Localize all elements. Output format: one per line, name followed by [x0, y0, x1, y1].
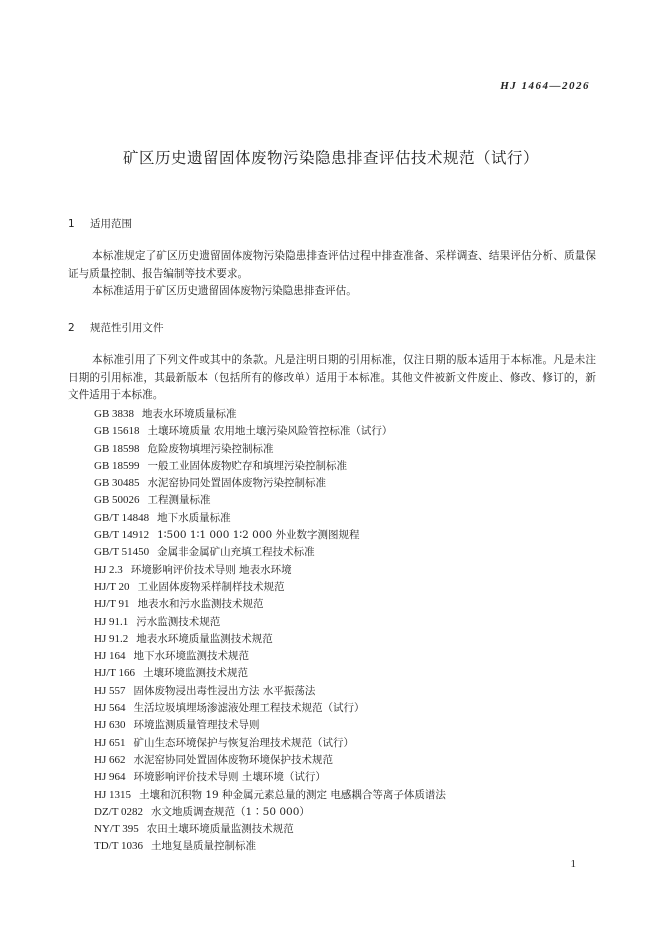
reference-code: GB/T 51450 [94, 546, 150, 559]
reference-name: 水文地质调查规范（1∶50 000） [151, 805, 310, 818]
reference-name: 地表水环境质量监测技术规范 [136, 632, 273, 645]
section-1-number: 1 [68, 218, 75, 230]
section-1-paragraph-2: 本标准适用于矿区历史遗留固体废物污染隐患排查评估。 [92, 285, 357, 297]
section-1-paragraph-1: 本标准规定了矿区历史遗留固体废物污染隐患排查评估过程中排查准备、采样调查、结果评估分析、质量保证与质量控制、报告编制等技术要求。 [68, 250, 596, 280]
reference-code: HJ 557 [94, 684, 126, 697]
reference-code: GB 50026 [94, 494, 140, 507]
reference-code: GB 18598 [94, 442, 140, 455]
reference-code: GB/T 14848 [94, 511, 150, 524]
section-2-heading [68, 320, 164, 335]
reference-code: HJ 651 [94, 736, 126, 749]
reference-name: 矿山生态环境保护与恢复治理技术规范（试行） [133, 736, 354, 749]
reference-code: HJ 630 [94, 719, 126, 732]
reference-code: NY/T 395 [94, 823, 139, 836]
reference-code: GB 30485 [94, 477, 140, 490]
section-1-heading [68, 216, 132, 231]
reference-item [94, 562, 446, 579]
reference-name: 地表水和污水监测技术规范 [137, 598, 264, 611]
reference-item [94, 527, 446, 544]
section-1-title: 适用范围 [90, 218, 132, 230]
reference-name: 工程测量标准 [147, 494, 211, 507]
reference-item [94, 752, 446, 769]
reference-name: 危险废物填埋污染控制标准 [147, 442, 274, 455]
reference-name: 环境影响评价技术导则 地表水环境 [130, 563, 292, 576]
reference-name: 地下水质量标准 [157, 511, 231, 524]
reference-name: 固体废物浸出毒性浸出方法 水平振荡法 [133, 684, 316, 697]
reference-item [94, 631, 446, 648]
reference-code: HJ/T 166 [94, 667, 136, 680]
reference-item [94, 423, 446, 440]
reference-name: 水泥窑协同处置固体废物环境保护技术规范 [133, 753, 333, 766]
reference-code: DZ/T 0282 [94, 805, 143, 818]
reference-item [94, 821, 446, 838]
reference-name: 土壤环境质量 农用地土壤污染风险管控标准（试行） [147, 425, 393, 438]
reference-item [94, 492, 446, 509]
reference-name: 农田土壤环境质量监测技术规范 [146, 823, 294, 836]
reference-name: 生活垃圾填埋场渗滤液处理工程技术规范（试行） [133, 702, 365, 715]
reference-name: 土壤和沉积物 19 种金属元素总量的测定 电感耦合等离子体质谱法 [138, 788, 446, 801]
reference-list [94, 406, 446, 856]
reference-name: 地表水环境质量标准 [142, 408, 237, 420]
reference-item [94, 735, 446, 752]
reference-item [94, 700, 446, 717]
reference-code: HJ/T 91 [94, 598, 130, 611]
reference-name: 工业固体废物采样制样技术规范 [137, 580, 285, 593]
reference-name: 土地复垦质量控制标准 [151, 840, 256, 853]
reference-name: 环境影响评价技术导则 土壤环境（试行） [133, 771, 326, 784]
reference-name: 金属非金属矿山充填工程技术标准 [157, 546, 315, 559]
reference-item [94, 648, 446, 665]
reference-item [94, 544, 446, 561]
reference-item [94, 787, 446, 804]
reference-name: 污水监测技术规范 [136, 615, 221, 628]
reference-code: HJ 964 [94, 771, 126, 784]
reference-item [94, 614, 446, 631]
reference-code: GB/T 14912 [94, 529, 150, 542]
section-2-title: 规范性引用文件 [90, 322, 164, 334]
reference-code: HJ 91.1 [94, 615, 129, 628]
reference-item [94, 769, 446, 786]
page-number: 1 [570, 858, 576, 870]
reference-name: 环境监测质量管理技术导则 [133, 719, 260, 732]
reference-item [94, 665, 446, 682]
reference-code: GB 15618 [94, 425, 140, 438]
reference-item [94, 458, 446, 475]
reference-code: HJ 2.3 [94, 563, 123, 576]
reference-item [94, 406, 446, 423]
reference-item [94, 838, 446, 855]
reference-code: HJ 91.2 [94, 632, 129, 645]
reference-item [94, 596, 446, 613]
reference-name: 地下水环境监测技术规范 [133, 650, 249, 663]
reference-code: HJ 564 [94, 702, 126, 715]
reference-item [94, 441, 446, 458]
standard-code: HJ 1464—2026 [500, 80, 590, 92]
reference-code: GB 3838 [94, 408, 135, 420]
reference-code: HJ/T 20 [94, 580, 130, 593]
document-title: 矿区历史遗留固体废物污染隐患排查评估技术规范（试行） [122, 149, 539, 167]
reference-name: 一般工业固体废物贮存和填埋污染控制标准 [147, 459, 348, 472]
reference-item [94, 475, 446, 492]
reference-code: HJ 662 [94, 753, 126, 766]
reference-code: GB 18599 [94, 459, 140, 472]
section-2-number: 2 [68, 322, 75, 334]
reference-code: TD/T 1036 [94, 840, 143, 853]
reference-code: HJ 164 [94, 650, 126, 663]
reference-item [94, 804, 446, 821]
section-2-paragraph-1: 本标准引用了下列文件或其中的条款。凡是注明日期的引用标准，仅注日期的版本适用于本标准。凡是未注日期的引用标准，其最新版本（包括所有的修改单）适用于本标准。其他文件被新文件废止、修改、修订的，新文件适用于本标准。 [68, 354, 596, 402]
reference-name: 水泥窑协同处置固体废物污染控制标准 [147, 477, 327, 490]
reference-item [94, 683, 446, 700]
reference-code: HJ 1315 [94, 788, 131, 801]
reference-name: 1∶500 1∶1 000 1∶2 000 外业数字测图规程 [157, 529, 360, 542]
reference-item [94, 717, 446, 734]
reference-item [94, 579, 446, 596]
reference-name: 土壤环境监测技术规范 [143, 667, 249, 680]
reference-item [94, 510, 446, 527]
